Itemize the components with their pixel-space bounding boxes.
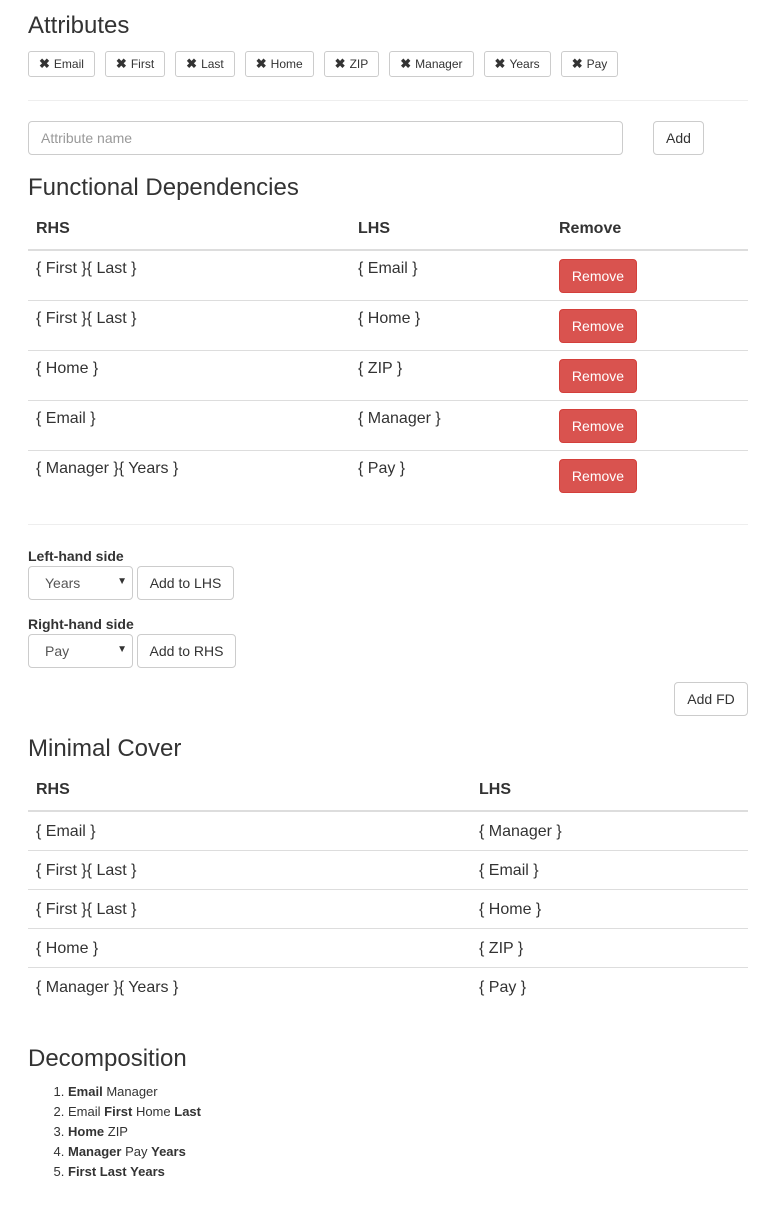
fd-rhs-cell: { Email } (28, 400, 350, 450)
x-icon: ✖ (571, 56, 583, 71)
decomposition-title: Decomposition (28, 1045, 187, 1072)
decomposition-item (68, 1122, 201, 1142)
mc-rhs-cell: { First }{ Last } (28, 850, 471, 889)
attribute-home-button[interactable] (245, 51, 314, 77)
remove-fd-button[interactable]: Remove (559, 409, 637, 443)
attribute-label: Years (509, 57, 540, 71)
fd-rhs-cell: { Home } (28, 350, 350, 400)
attribute-label: Pay (586, 57, 608, 71)
mc-lhs-cell: { Home } (471, 889, 748, 928)
x-icon: ✖ (39, 56, 50, 71)
x-icon: ✖ (255, 56, 267, 71)
attribute-label: Manager (415, 57, 463, 71)
fd-rhs-cell: { Manager }{ Years } (28, 450, 350, 500)
attribute: Manager (106, 1084, 158, 1099)
attribute-pay-button[interactable] (561, 51, 619, 77)
attribute: Home (135, 1104, 171, 1119)
fd-remove-cell (551, 450, 748, 500)
fd-lhs-cell: { Email } (358, 260, 418, 277)
x-icon: ✖ (115, 56, 127, 71)
fd-row (28, 400, 748, 450)
divider (28, 100, 748, 101)
rhs-select[interactable] (28, 634, 133, 668)
fd-rhs-cell: { First }{ Last } (28, 300, 350, 350)
minimal-cover-table (28, 770, 748, 1006)
add-to-rhs-button[interactable]: Add to RHS (137, 634, 236, 668)
key-attribute: Manager (68, 1144, 122, 1159)
mc-lhs-cell: { Manager } (479, 823, 562, 840)
decomposition-item (68, 1162, 201, 1182)
remove-fd-button[interactable]: Remove (559, 359, 637, 393)
key-attribute: Last (174, 1104, 201, 1119)
attribute-buttons (28, 51, 628, 77)
fd-remove-cell (551, 350, 748, 400)
key-attribute: First (104, 1104, 133, 1119)
mc-lhs-cell: { Pay } (471, 967, 748, 1006)
key-attribute: Years (130, 1164, 165, 1179)
add-attribute-button[interactable]: Add (653, 121, 704, 155)
key-attribute: Email (68, 1084, 103, 1099)
minimal-cover-title: Minimal Cover (28, 735, 182, 762)
remove-fd-button[interactable]: Remove (559, 259, 637, 293)
attribute: ZIP (107, 1124, 128, 1139)
fd-remove-cell (551, 300, 748, 350)
attribute-label: First (130, 57, 155, 71)
mc-lhs-cell: { ZIP } (471, 928, 748, 967)
fd-lhs-cell: { Pay } (350, 450, 551, 500)
x-icon: ✖ (400, 56, 412, 71)
fd-header-rhs: RHS (28, 209, 350, 250)
attribute-years-button[interactable] (484, 51, 551, 77)
caret-down-icon: ▼ (117, 644, 127, 655)
attribute-first-button[interactable] (105, 51, 165, 77)
fd-lhs-cell: { Home } (350, 300, 551, 350)
mc-lhs-cell: { Email } (471, 850, 748, 889)
divider (28, 524, 748, 525)
fd-row (28, 250, 748, 300)
fd-remove-cell (551, 250, 748, 300)
fd-table (28, 209, 748, 500)
remove-fd-button[interactable]: Remove (559, 459, 637, 493)
key-attribute: Years (151, 1144, 186, 1159)
minimal-cover-row (28, 967, 748, 1006)
lhs-label: Left-hand side (28, 548, 124, 564)
attribute-zip-button[interactable] (324, 51, 380, 77)
lhs-select-value: Years (45, 575, 81, 591)
fd-header-lhs: LHS (350, 209, 551, 250)
attribute: Email (68, 1104, 101, 1119)
minimal-cover-row (28, 889, 748, 928)
x-icon: ✖ (186, 56, 198, 71)
fd-row (28, 350, 748, 400)
lhs-select[interactable] (28, 566, 133, 600)
key-attribute: Home (68, 1124, 105, 1139)
attribute-manager-button[interactable] (389, 51, 473, 77)
decomposition-item (68, 1142, 201, 1162)
fd-lhs-cell: { ZIP } (350, 350, 551, 400)
remove-fd-button[interactable]: Remove (559, 309, 637, 343)
mc-rhs-cell: { Home } (28, 928, 471, 967)
attribute-email-button[interactable] (28, 51, 95, 77)
attribute-label: Last (201, 57, 224, 71)
attributes-title: Attributes (28, 12, 130, 39)
mc-rhs-cell: { Manager }{ Years } (28, 967, 471, 1006)
key-attribute: Last (99, 1164, 127, 1179)
decomposition-list (28, 1082, 201, 1182)
attribute: Pay (125, 1144, 148, 1159)
attribute-label: Home (270, 57, 303, 71)
fd-lhs-cell: { Manager } (350, 400, 551, 450)
fd-header-remove: Remove (551, 209, 748, 250)
fd-row (28, 300, 748, 350)
minimal-cover-row (28, 811, 748, 850)
add-to-lhs-button[interactable]: Add to LHS (137, 566, 234, 600)
minimal-cover-row (28, 928, 748, 967)
key-attribute: First (68, 1164, 97, 1179)
mc-header-lhs: LHS (471, 770, 748, 811)
fd-title: Functional Dependencies (28, 174, 299, 201)
fd-row (28, 450, 748, 500)
rhs-label: Right-hand side (28, 616, 134, 632)
decomposition-item (68, 1082, 201, 1102)
attribute-label: Email (53, 57, 84, 71)
mc-header-rhs: RHS (28, 770, 471, 811)
attribute-last-button[interactable] (175, 51, 235, 77)
add-fd-button[interactable]: Add FD (674, 682, 748, 716)
decomposition-item (68, 1102, 201, 1122)
x-icon: ✖ (334, 56, 346, 71)
fd-remove-cell (551, 400, 748, 450)
x-icon: ✖ (494, 56, 506, 71)
mc-rhs-cell: { First }{ Last } (28, 889, 471, 928)
mc-rhs-cell: { Email } (36, 823, 96, 840)
rhs-select-value: Pay (45, 643, 70, 659)
fd-rhs-cell: { First }{ Last } (36, 260, 137, 277)
caret-down-icon: ▼ (117, 576, 127, 587)
attribute-name-input[interactable] (28, 121, 623, 155)
attribute-label: ZIP (349, 57, 369, 71)
minimal-cover-row (28, 850, 748, 889)
